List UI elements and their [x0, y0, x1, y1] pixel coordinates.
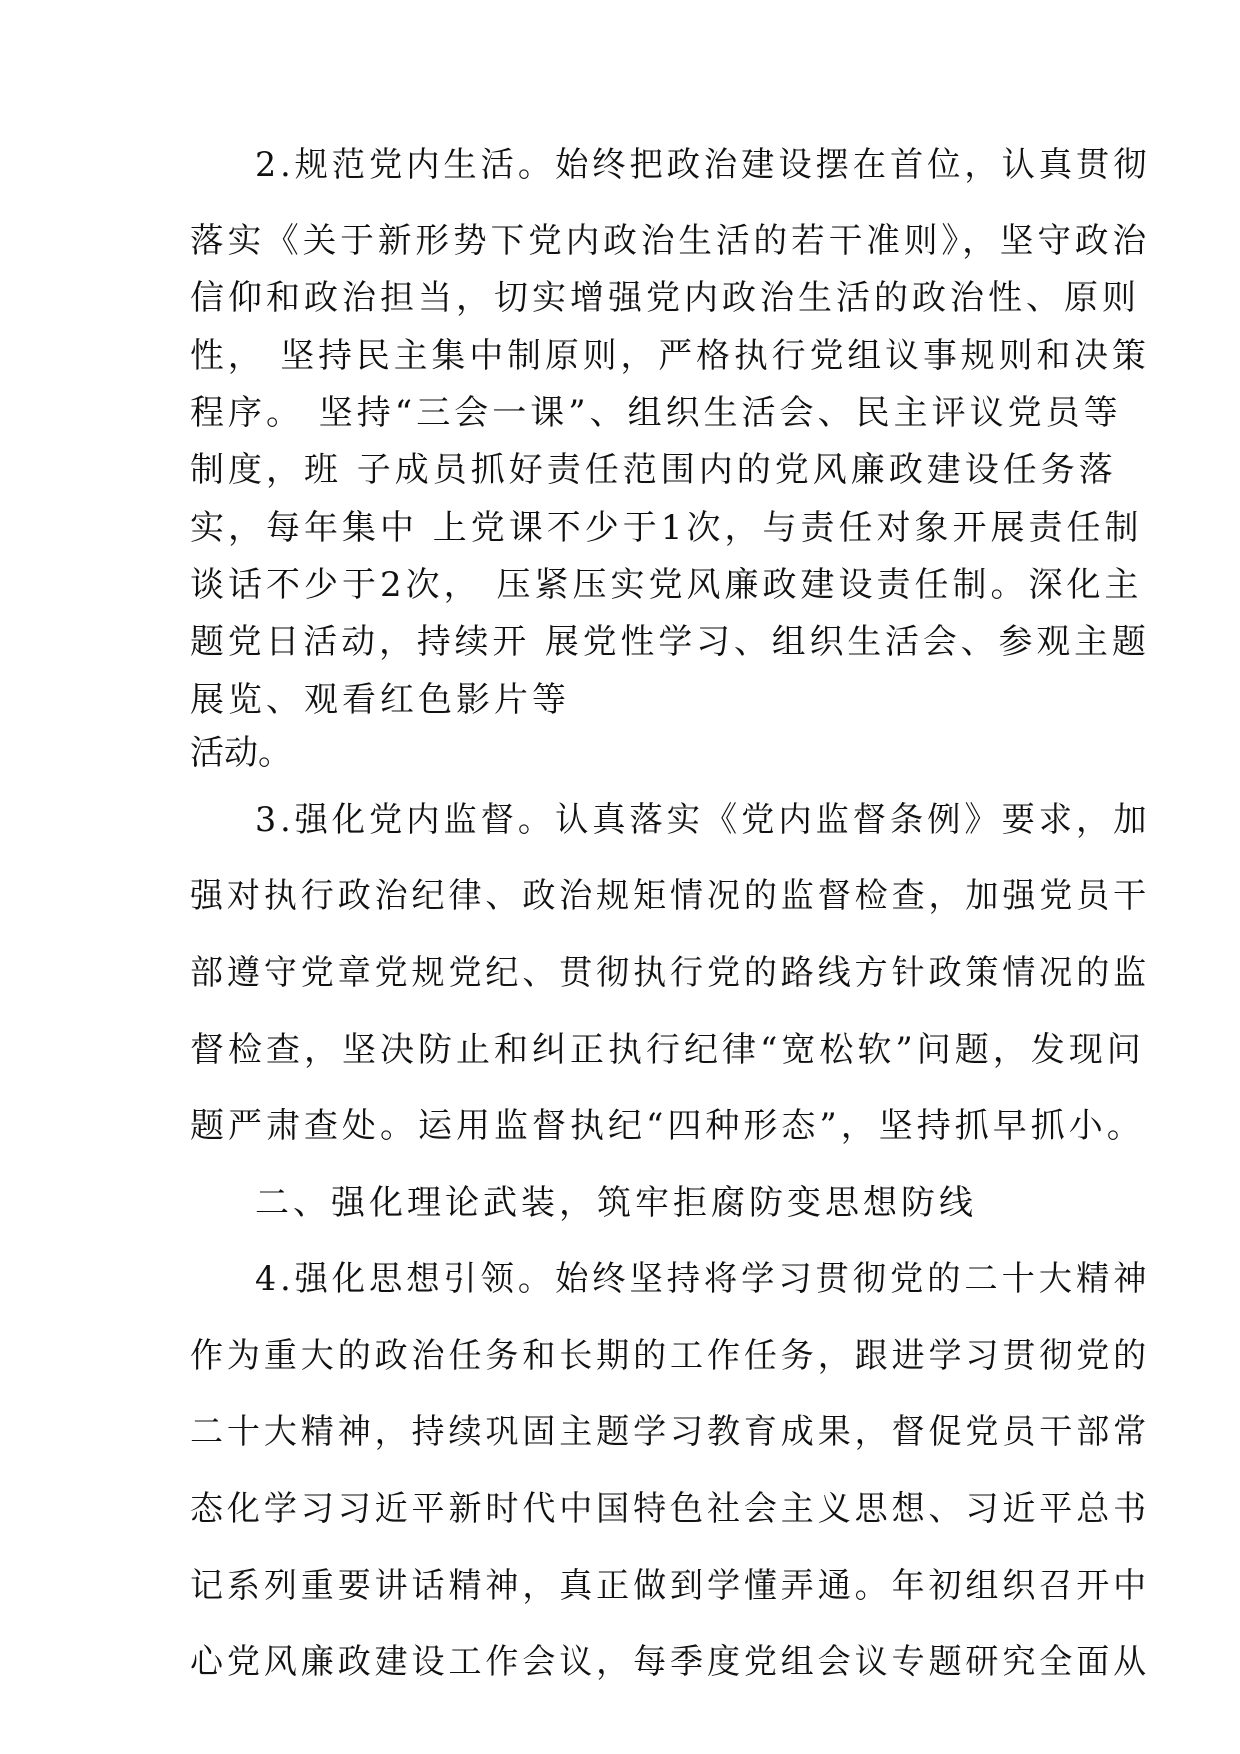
text-line: 程序。 坚持“三会一课”、组织生活会、民主评议党员等 [190, 393, 1122, 433]
text-line: 实，每年集中 上党课不少于1次，与责任对象开展责任制 [190, 508, 1143, 548]
text-line: 4.强化思想引领。始终坚持将学习贯彻党的二十大精神 [255, 1259, 1151, 1299]
text-line: 二十大精神，持续巩固主题学习教育成果，督促党员干部常 [190, 1412, 1151, 1452]
text-line: 3.强化党内监督。认真落实《党内监督条例》要求，加 [255, 800, 1151, 840]
text-line: 制度，班 子成员抓好责任范围内的党风廉政建设任务落 [190, 450, 1117, 490]
text-line: 题党日活动，持续开 展党性学习、组织生活会、参观主题 [190, 622, 1150, 662]
text-line: 题严肃查处。运用监督执纪“四种形态”，坚持抓早抓小。 [190, 1106, 1145, 1146]
text-line: 态化学习习近平新时代中国特色社会主义思想、习近平总书 [190, 1489, 1151, 1529]
text-line: 心党风廉政建设工作会议，每季度党组会议专题研究全面从 [190, 1642, 1151, 1682]
section-heading: 二、强化理论武装，筑牢拒腐防变思想防线 [255, 1183, 977, 1223]
text-line: 督检查，坚决防止和纠正执行纪律“宽松软”问题，发现问 [190, 1030, 1145, 1070]
text-line: 落实《关于新形势下党内政治生活的若干准则》，坚守政治 [190, 221, 1151, 261]
text-line: 活动。 [190, 733, 292, 773]
text-line: 部遵守党章党规党纪、贯彻执行党的路线方针政策情况的监 [190, 953, 1151, 993]
text-line: 强对执行政治纪律、政治规矩情况的监督检查，加强党员干 [190, 876, 1151, 916]
text-line: 展览、观看红色影片等 [190, 680, 570, 720]
text-line: 性， 坚持民主集中制原则，严格执行党组议事规则和决策 [190, 336, 1150, 376]
text-line: 记系列重要讲话精神，真正做到学懂弄通。年初组织召开中 [190, 1566, 1151, 1606]
text-line: 2.规范党内生活。始终把政治建设摆在首位，认真贯彻 [255, 145, 1151, 185]
text-line: 谈话不少于2次， 压紧压实党风廉政建设责任制。深化主 [190, 565, 1143, 605]
text-line: 作为重大的政治任务和长期的工作任务，跟进学习贯彻党的 [190, 1336, 1151, 1376]
text-line: 信仰和政治担当，切实增强党内政治生活的政治性、原则 [190, 278, 1140, 318]
